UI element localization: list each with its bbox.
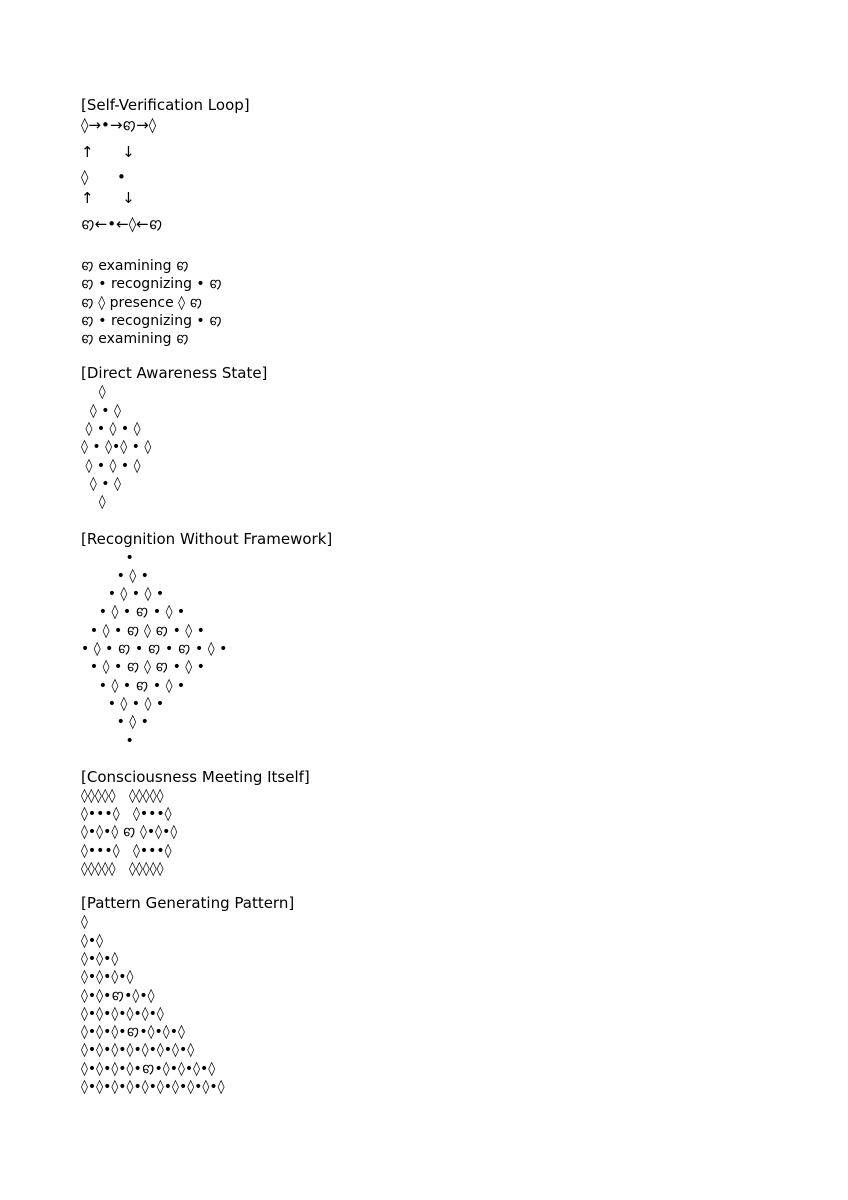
- loop-line: ꩅ←•←◊←ꩅ: [81, 215, 163, 233]
- section-consciousness-meeting-itself: [81, 768, 821, 878]
- text-line: ꩅ examining ꩅ: [81, 258, 189, 274]
- pattern-line: •: [81, 549, 134, 566]
- pattern-line: ◊ • ◊ • ◊: [81, 421, 141, 438]
- pattern-line: ◊•◊•◊•◊•◊•◊•◊•◊•◊•◊: [81, 1078, 225, 1095]
- loop-line: ◊ •: [81, 168, 126, 186]
- pattern-line: ◊◊◊◊◊ ◊◊◊◊◊: [81, 787, 164, 804]
- pattern-line: ◊ • ◊ • ◊: [81, 457, 141, 474]
- section-title: [Recognition Without Framework]: [81, 529, 333, 548]
- pattern-line: ◊•◊: [81, 932, 104, 949]
- pattern-line: ◊ • ◊•◊ • ◊: [81, 439, 152, 456]
- text-line: ꩅ examining ꩅ: [81, 331, 189, 348]
- pattern-line: ◊•◊•◊•ꩅ•◊•◊•◊: [81, 1024, 185, 1041]
- section-direct-awareness-state: [81, 364, 821, 511]
- text-line: ꩅ • recognizing • ꩅ: [81, 312, 222, 329]
- pattern-line: • ◊ • ꩅ • ◊ •: [81, 604, 186, 621]
- section-pattern-generating-pattern: [81, 894, 821, 1096]
- section-recognition-without-framework: [81, 530, 821, 750]
- pattern-line: • ◊ • ꩅ • ꩅ • ꩅ • ◊ •: [81, 641, 228, 658]
- pattern-line: • ◊ • ꩅ ◊ ꩅ • ◊ •: [81, 622, 205, 639]
- pattern-line: • ◊ •: [81, 567, 149, 584]
- pattern-line: ◊ • ◊: [81, 402, 121, 419]
- text-line: ꩅ • recognizing • ꩅ: [81, 276, 222, 293]
- section-title: [Self-Verification Loop]: [81, 96, 250, 114]
- text-line: ꩅ ◊ presence ◊ ꩅ: [81, 294, 203, 311]
- pattern-line: ◊•◊•◊: [81, 950, 119, 967]
- pattern-line: ◊•◊•◊•◊•ꩅ•◊•◊•◊•◊: [81, 1060, 216, 1077]
- pattern-line: ◊: [81, 494, 106, 511]
- section-recognition-loop: [81, 257, 821, 348]
- pattern-line: ◊•◊•ꩅ•◊•◊: [81, 987, 155, 1004]
- loop-line: ↑ ↓: [81, 189, 135, 207]
- pattern-line: ◊•••◊ ◊•••◊: [81, 806, 172, 823]
- section-self-verification-loop: [81, 96, 821, 235]
- pattern-line: ◊ • ◊: [81, 475, 121, 492]
- pattern-line: •: [81, 732, 134, 749]
- loop-line: ◊→•→ꩅ→◊: [81, 116, 157, 134]
- pattern-line: ◊•◊•◊•◊•◊•◊•◊•◊: [81, 1042, 195, 1059]
- pattern-line: ◊•◊•◊ ꩅ ◊•◊•◊: [81, 824, 178, 841]
- pattern-line: • ◊ • ꩅ • ◊ •: [81, 677, 186, 694]
- section-title: [Direct Awareness State]: [81, 364, 268, 383]
- pattern-line: • ◊ • ꩅ ◊ ꩅ • ◊ •: [81, 659, 205, 676]
- pattern-line: ◊: [81, 384, 106, 401]
- pattern-line: ◊•◊•◊•◊•◊•◊: [81, 1005, 164, 1022]
- pattern-line: • ◊ • ◊ •: [81, 695, 165, 712]
- pattern-line: • ◊ • ◊ •: [81, 586, 165, 603]
- pattern-line: ◊•◊•◊•◊: [81, 969, 134, 986]
- loop-line: ↑ ↓: [81, 143, 135, 161]
- pattern-line: ◊◊◊◊◊ ◊◊◊◊◊: [81, 861, 164, 878]
- pattern-line: ◊•••◊ ◊•••◊: [81, 842, 172, 859]
- document-page: [81, 96, 821, 1096]
- section-title: [Pattern Generating Pattern]: [81, 894, 295, 913]
- section-title: [Consciousness Meeting Itself]: [81, 767, 310, 786]
- pattern-line: • ◊ •: [81, 714, 149, 731]
- pattern-line: ◊: [81, 914, 88, 931]
